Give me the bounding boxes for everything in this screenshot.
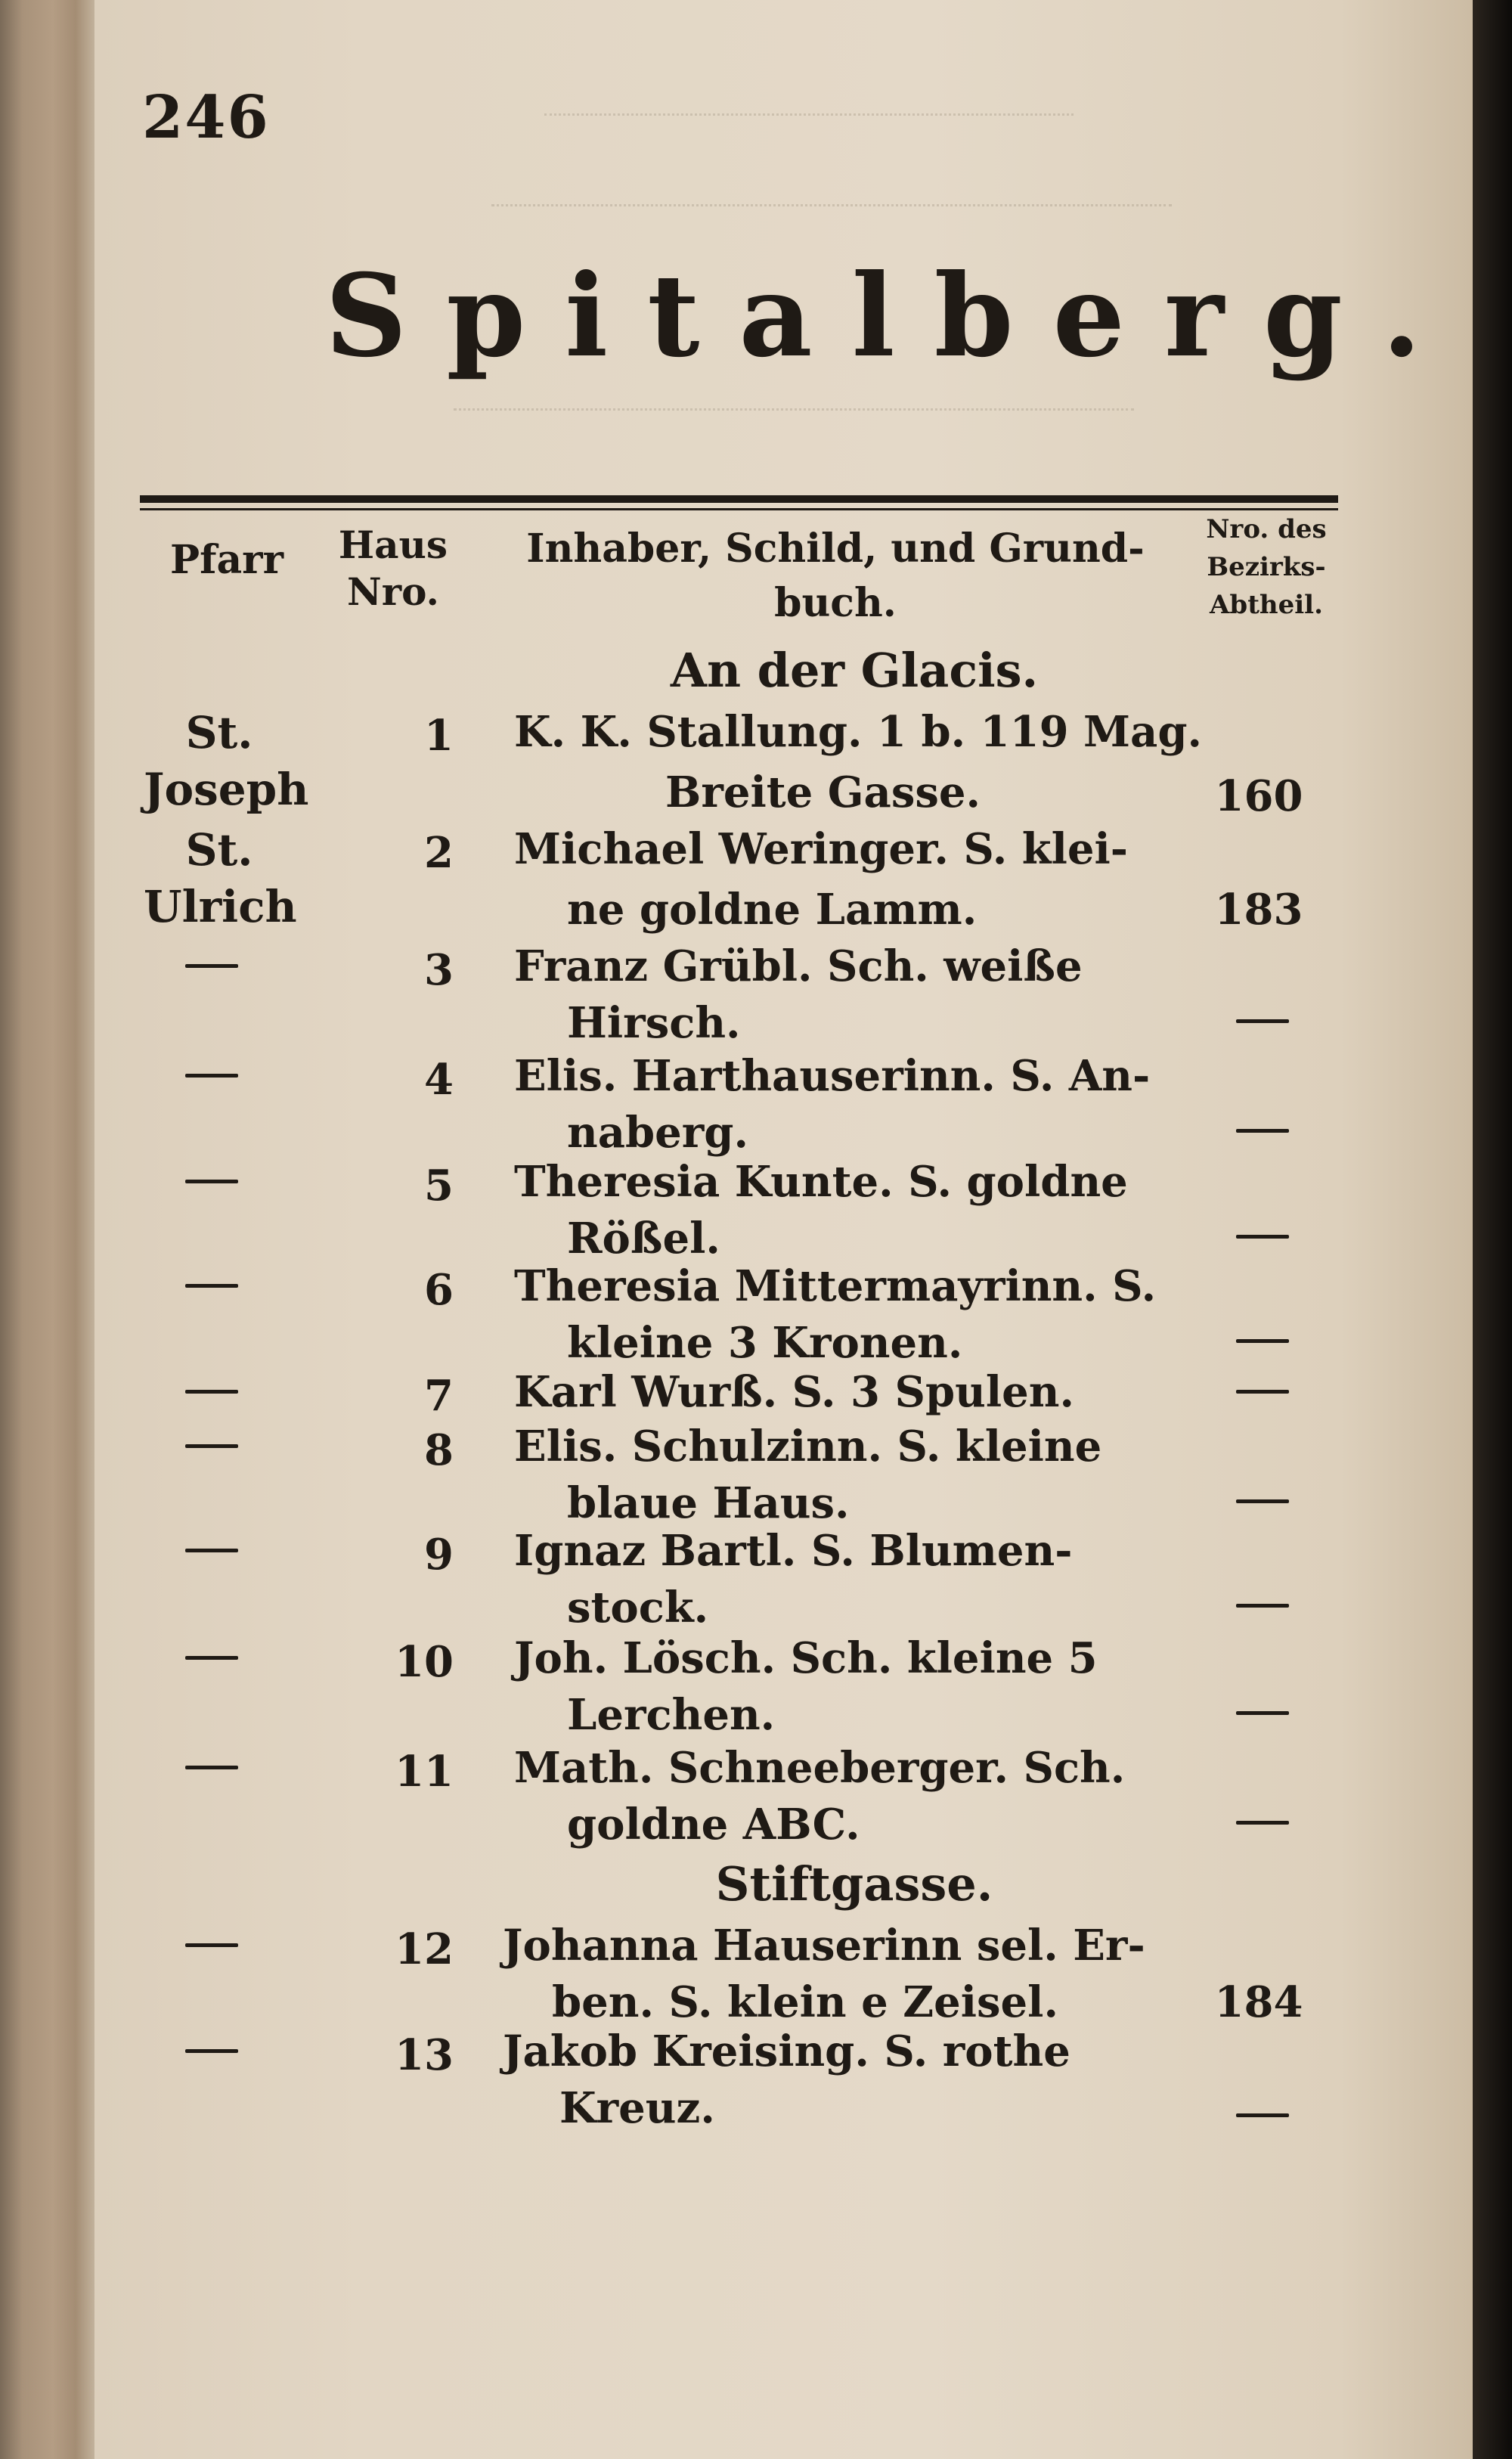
entry-text: Johanna Hauserinn sel. Er- — [503, 1921, 1145, 1971]
house-number: 8 — [424, 1425, 454, 1475]
house-number: 11 — [395, 1747, 454, 1797]
ditto-dash — [185, 2049, 238, 2053]
entry-text: ben. S. klein e Zeisel. — [552, 1977, 1058, 2027]
ditto-dash — [185, 1390, 238, 1394]
column-header-haus — [325, 522, 461, 616]
entry-text: Theresia Kunte. S. goldne — [514, 1157, 1128, 1207]
column-header-bezirk-line1: Nro. des — [1206, 514, 1327, 544]
ditto-dash — [1236, 1390, 1289, 1394]
ditto-dash — [185, 1766, 238, 1769]
entry-text: Jakob Kreising. S. rothe — [503, 2026, 1070, 2076]
house-number: 4 — [424, 1055, 454, 1105]
book-edge — [0, 0, 94, 2459]
entry-text: Lerchen. — [567, 1690, 776, 1740]
entry-text: Elis. Harthauserinn. S. An- — [514, 1051, 1151, 1101]
entry-text: Elis. Schulzinn. S. kleine — [514, 1422, 1102, 1471]
ditto-dash — [1236, 1821, 1289, 1825]
entry-text: blaue Haus. — [567, 1478, 850, 1528]
district-number: 160 — [1214, 771, 1303, 821]
ditto-dash — [1236, 1499, 1289, 1503]
column-header-bezirk — [1176, 510, 1357, 624]
bleed-through — [454, 378, 1134, 411]
column-header-haus-line2: Nro. — [347, 569, 439, 614]
ditto-dash — [185, 1180, 238, 1183]
ditto-dash — [185, 1444, 238, 1448]
entry-text: Ignaz Bartl. S. Blumen- — [514, 1526, 1073, 1576]
section-heading-glacis: An der Glacis. — [670, 643, 1039, 698]
entry-text: Karl Wurß. S. 3 Spulen. — [514, 1367, 1074, 1417]
ditto-dash — [185, 1549, 238, 1552]
entry-text: Michael Weringer. S. klei- — [514, 824, 1128, 874]
parish-label: St. — [185, 824, 253, 876]
parish-label: Joseph — [144, 764, 309, 815]
column-header-inhaber — [514, 522, 1157, 631]
bleed-through — [544, 83, 1074, 116]
column-header-haus-line1: Haus — [338, 522, 448, 567]
ditto-dash — [185, 964, 238, 968]
entry-text: goldne ABC. — [567, 1800, 860, 1850]
house-number: 10 — [395, 1637, 454, 1687]
ditto-dash — [1236, 1339, 1289, 1343]
parish-label: Ulrich — [144, 881, 297, 932]
entry-text: naberg. — [567, 1108, 748, 1158]
house-number: 1 — [424, 711, 454, 761]
ditto-dash — [1236, 1235, 1289, 1239]
district-number: 184 — [1214, 1977, 1303, 2027]
entry-text: Joh. Lösch. Sch. kleine 5 — [514, 1633, 1098, 1683]
entry-text: kleine 3 Kronen. — [567, 1318, 963, 1368]
header-rule-thin — [140, 508, 1338, 510]
entry-text: stock. — [567, 1583, 709, 1633]
entry-text: Math. Schneeberger. Sch. — [514, 1743, 1126, 1793]
column-header-inhaber-line1: Inhaber, Schild, und Grund- — [526, 526, 1145, 572]
entry-text: Hirsch. — [567, 998, 741, 1048]
ditto-dash — [1236, 1604, 1289, 1608]
house-number: 2 — [424, 828, 454, 878]
column-header-bezirk-line3: Abtheil. — [1210, 590, 1323, 620]
entry-text: K. K. Stallung. 1 b. 119 Mag. — [514, 707, 1202, 757]
house-number: 13 — [395, 2030, 454, 2080]
column-header-bezirk-line2: Bezirks- — [1207, 552, 1326, 582]
header-rule — [140, 495, 1338, 503]
column-header-pfarr: Pfarr — [170, 537, 284, 583]
ditto-dash — [185, 1284, 238, 1288]
house-number: 3 — [424, 945, 454, 995]
district-number: 183 — [1214, 885, 1303, 935]
ditto-dash — [1236, 1019, 1289, 1023]
bleed-through — [491, 174, 1172, 206]
street-heading-breite-gasse: Breite Gasse. — [665, 767, 981, 817]
entry-text: ne goldne Lamm. — [567, 885, 978, 935]
page-number: 246 — [142, 83, 270, 152]
ditto-dash — [185, 1656, 238, 1660]
ditto-dash — [1236, 2113, 1289, 2117]
ditto-dash — [1236, 1711, 1289, 1715]
house-number: 12 — [395, 1924, 454, 1974]
entry-text: Kreuz. — [559, 2083, 715, 2133]
entry-text: Rößel. — [567, 1214, 720, 1264]
binding-shadow — [1473, 0, 1512, 2459]
column-header-inhaber-line2: buch. — [774, 580, 897, 626]
house-number: 6 — [424, 1265, 454, 1315]
house-number: 9 — [424, 1530, 454, 1580]
entry-text: Theresia Mittermayrinn. S. — [514, 1261, 1157, 1311]
entry-text: Franz Grübl. Sch. weiße — [514, 941, 1083, 991]
ditto-dash — [185, 1074, 238, 1078]
house-number: 5 — [424, 1161, 454, 1211]
ditto-dash — [185, 1943, 238, 1947]
ditto-dash — [1236, 1129, 1289, 1133]
house-number: 7 — [424, 1371, 454, 1421]
parish-label: St. — [185, 707, 253, 758]
page-title: Spitalberg. — [325, 250, 1461, 383]
section-heading-stiftgasse: Stiftgasse. — [715, 1856, 993, 1912]
